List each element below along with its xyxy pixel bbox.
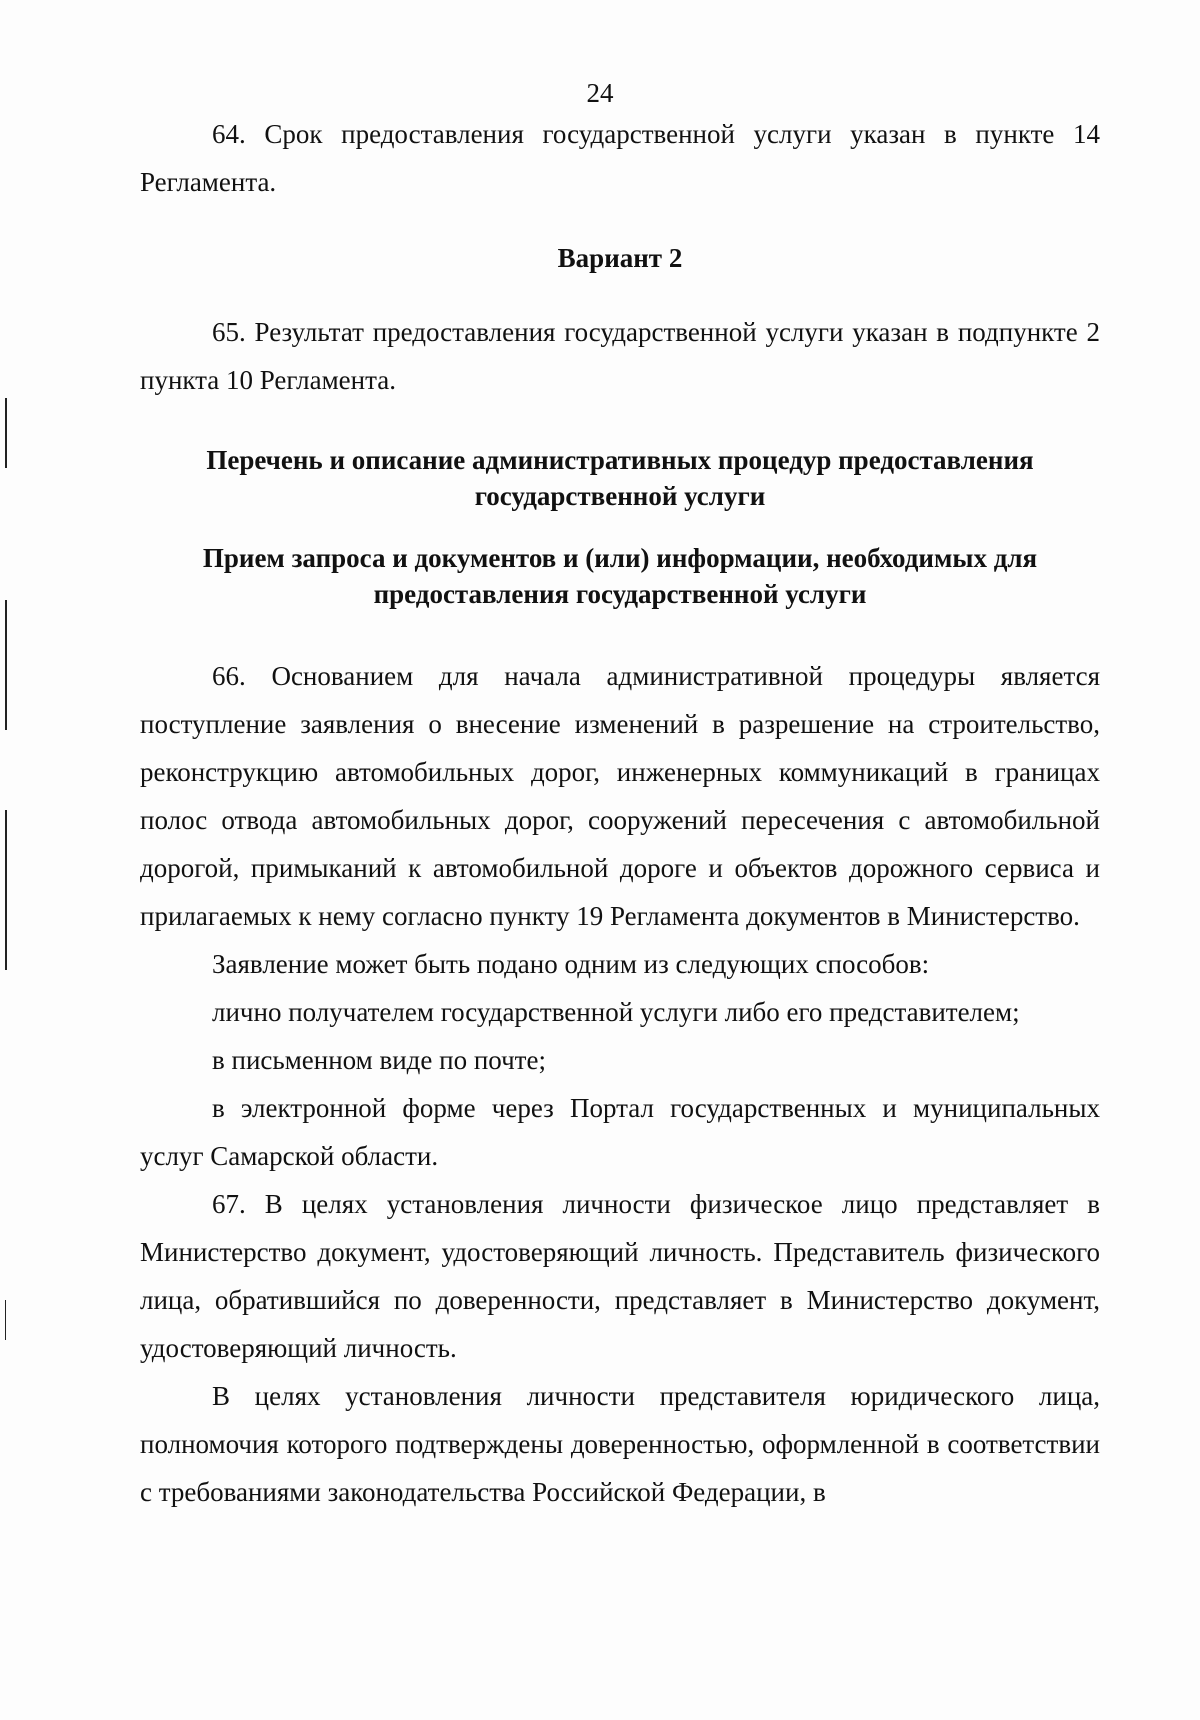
heading-variant: Вариант 2 [557,243,683,273]
scan-margin-mark [5,810,7,970]
heading-reception-line: Прием запроса и документов и (или) информации, необходимых для [202,543,1038,573]
paragraph-way-mail: в письменном виде по почте; [212,1045,546,1075]
paragraph-64: 64. Срок предоставления государственной услуги указан в пункте 14 Регламента. [140,119,1100,197]
document-body [140,110,1100,1516]
paragraph-65: 65. Результат предоставления государственной услуги указан в подпункте 2 пункта 10 Регламента. [140,317,1100,395]
scan-margin-mark [5,398,7,468]
heading-procedures [140,442,1100,514]
page-number: 24 [586,78,614,108]
heading-reception-line: предоставления государственной услуги [373,579,867,609]
paragraph-way-portal: в электронной форме через Портал государственных и муниципальных услуг Самарской области. [140,1093,1100,1171]
scan-margin-mark [5,600,7,730]
heading-procedures-line: государственной услуги [474,481,766,511]
paragraph-67: 67. В целях установления личности физическое лицо представляет в Министерство документ, удостоверяющий личность. Представитель физического лица, обратившийся по доверенности, представляет в Министерство документ, удостоверяющий личность. [140,1189,1100,1363]
paragraph-66: 66. Основанием для начала административной процедуры является поступление заявления о внесение изменений в разрешение на строительство, реконструкцию автомобильных дорог, инженерных коммуникаций в границах полос отвода автомобильных дорог, сооружений пересечения с автомобильной дорогой, примыканий к автомобильной дороге и объектов дорожного сервиса и прилагаемых к нему согласно пункту 19 Регламента документов в Министерство. [140,661,1100,931]
paragraph-way-personal: лично получателем государственной услуги либо его представителем; [212,997,1020,1027]
heading-procedures-line: Перечень и описание административных процедур предоставления [206,445,1034,475]
heading-reception [140,540,1100,612]
scan-margin-mark [5,1300,6,1340]
paragraph-67-legal: В целях установления личности представителя юридического лица, полномочия которого подтверждены доверенностью, оформленной в соответствии с требованиями законодательства Российской Федерации, в [140,1381,1100,1507]
paragraph-ways-intro: Заявление может быть подано одним из следующих способов: [212,949,930,979]
